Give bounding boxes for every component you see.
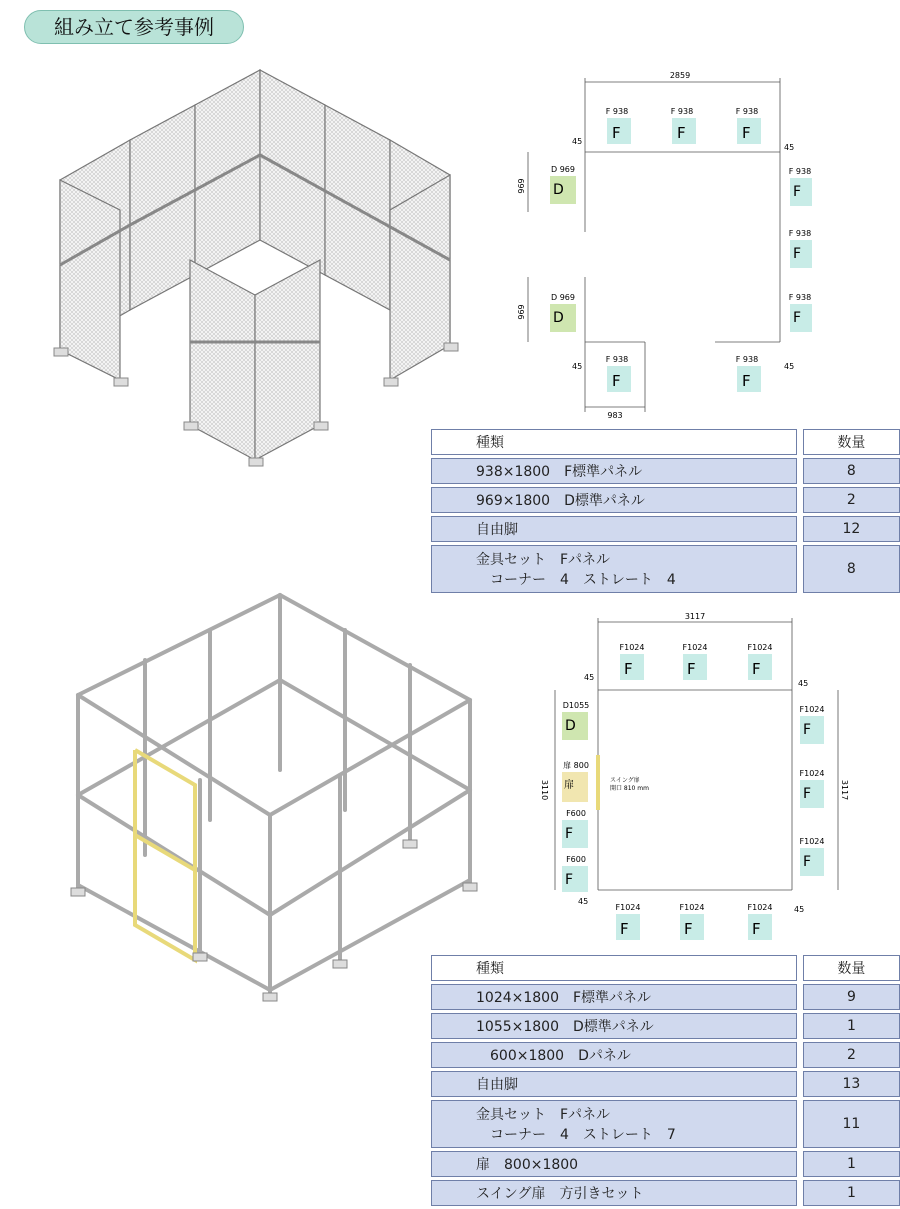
svg-text:F: F <box>742 372 751 390</box>
ex2-bottom-panel-2 <box>680 903 705 940</box>
svg-text:F 938: F 938 <box>605 107 629 116</box>
svg-text:F: F <box>565 826 574 842</box>
svg-text:D: D <box>553 182 564 198</box>
svg-text:扉: 扉 <box>564 780 574 791</box>
row-name: 969×1800 D標準パネル <box>431 487 797 513</box>
ex1-gap-3: 45 <box>572 362 583 371</box>
row-qty: 8 <box>803 458 900 484</box>
row-name: 600×1800 Dパネル <box>490 1048 631 1064</box>
row-qty: 13 <box>803 1071 900 1097</box>
row-qty: 9 <box>803 984 900 1010</box>
table-row <box>431 545 900 593</box>
svg-text:F1024: F1024 <box>799 837 825 846</box>
ex2-right-panel-3 <box>800 837 825 876</box>
ex1-bottom-panel-1 <box>606 355 631 392</box>
row-qty: 1 <box>803 1013 900 1039</box>
page-title: 組み立て参考事例 <box>24 10 244 44</box>
row-name: 1055×1800 D標準パネル <box>431 1013 797 1039</box>
ex1-overall-width: 2859 <box>669 71 691 80</box>
svg-text:D1055: D1055 <box>562 701 590 710</box>
svg-text:F: F <box>803 786 812 802</box>
ex2-gap-4: 45 <box>794 905 805 914</box>
svg-text:扉 800: 扉 800 <box>563 761 589 770</box>
svg-text:D: D <box>565 718 576 734</box>
row-name: 扉 800×1800 <box>431 1151 797 1177</box>
svg-text:F: F <box>612 124 621 142</box>
ex2-overall-width: 3117 <box>684 612 706 621</box>
row-name: 金具セット Fパネル <box>476 1107 611 1123</box>
svg-text:F 938: F 938 <box>605 355 629 364</box>
svg-text:F1024: F1024 <box>799 705 825 714</box>
table-row <box>431 516 900 542</box>
row-name: スイング扉 方引きセット <box>431 1180 797 1206</box>
ex2-door-note-1: スイング扉 <box>610 777 640 784</box>
table-row <box>431 1151 900 1177</box>
ex1-right-panel-3 <box>789 293 812 332</box>
svg-text:F600: F600 <box>566 809 586 818</box>
header-type: 種類 <box>431 955 797 981</box>
table-header-row <box>431 429 900 455</box>
table-header-row <box>431 955 900 981</box>
row-qty: 8 <box>803 545 900 593</box>
svg-text:F: F <box>803 722 812 738</box>
svg-text:F 938: F 938 <box>735 107 759 116</box>
ex1-top-panel-1 <box>606 107 631 144</box>
svg-text:F: F <box>752 920 761 938</box>
row-qty: 2 <box>803 1042 900 1068</box>
row-qty: 12 <box>803 516 900 542</box>
header-qty: 数量 <box>803 955 900 981</box>
table-row <box>431 984 900 1010</box>
table-row <box>431 1013 900 1039</box>
ex2-side-left: 3110 <box>540 779 549 801</box>
ex1-gap-2: 45 <box>784 143 795 152</box>
example2-plan-drawing <box>520 610 850 950</box>
svg-text:F: F <box>803 854 812 870</box>
ex1-side-height-2: 969 <box>517 304 526 320</box>
svg-text:F1024: F1024 <box>682 643 708 652</box>
table-row <box>431 1100 900 1148</box>
example2-parts-table <box>431 952 900 1209</box>
ex2-top-panel-2 <box>683 643 708 680</box>
ex1-left-panel-2 <box>550 293 576 332</box>
ex2-left-panel-d1055 <box>562 701 589 740</box>
table-row <box>431 1042 900 1068</box>
row-sub: コーナー 4 ストレート 4 <box>490 572 676 588</box>
ex2-left-panel-f600-2 <box>562 855 588 892</box>
svg-text:F: F <box>752 660 761 678</box>
svg-text:F 938: F 938 <box>788 167 812 176</box>
ex2-side-right: 3117 <box>840 779 849 801</box>
row-name: 938×1800 F標準パネル <box>431 458 797 484</box>
svg-text:F: F <box>565 872 574 888</box>
row-name: 自由脚 <box>431 1071 797 1097</box>
table-row <box>431 458 900 484</box>
row-name: 自由脚 <box>431 516 797 542</box>
svg-text:F1024: F1024 <box>747 643 773 652</box>
row-name: 1024×1800 F標準パネル <box>431 984 797 1010</box>
ex2-right-panel-1 <box>800 705 825 744</box>
example1-plan-drawing <box>517 71 820 422</box>
ex2-bottom-panel-3 <box>748 903 773 940</box>
ex2-gap-3: 45 <box>578 897 589 906</box>
ex1-bottom-panel-2 <box>736 355 761 392</box>
svg-text:F1024: F1024 <box>615 903 641 912</box>
ex2-gap-1: 45 <box>584 673 595 682</box>
svg-text:F1024: F1024 <box>679 903 705 912</box>
row-qty: 2 <box>803 487 900 513</box>
svg-text:F 938: F 938 <box>788 229 812 238</box>
row-name: 金具セット Fパネル <box>476 552 611 568</box>
ex2-top-panel-1 <box>620 643 645 680</box>
row-sub: コーナー 4 ストレート 7 <box>490 1127 676 1143</box>
svg-text:F: F <box>620 920 629 938</box>
ex2-bottom-panel-1 <box>616 903 641 940</box>
ex2-door-note-2: 開口 810 mm <box>610 785 649 792</box>
ex1-top-panel-3 <box>736 107 761 144</box>
row-qty: 1 <box>803 1180 900 1206</box>
table-row <box>431 487 900 513</box>
svg-text:F 938: F 938 <box>735 355 759 364</box>
ex1-top-panel-2 <box>671 107 696 144</box>
svg-text:D 969: D 969 <box>551 293 575 302</box>
svg-text:F: F <box>687 660 696 678</box>
svg-text:F600: F600 <box>566 855 586 864</box>
svg-text:F: F <box>793 184 802 200</box>
svg-text:F 938: F 938 <box>788 293 812 302</box>
svg-text:F: F <box>793 246 802 262</box>
svg-text:D 969: D 969 <box>551 165 575 174</box>
table-row <box>431 1180 900 1206</box>
ex2-left-panel-f600-1 <box>562 809 588 848</box>
svg-text:F1024: F1024 <box>747 903 773 912</box>
header-type: 種類 <box>431 429 797 455</box>
svg-text:F: F <box>742 124 751 142</box>
header-qty: 数量 <box>803 429 900 455</box>
svg-text:F: F <box>677 124 686 142</box>
ex2-left-panel-door <box>562 760 589 802</box>
svg-text:F 938: F 938 <box>670 107 694 116</box>
svg-text:D: D <box>553 310 564 326</box>
ex1-left-panel-1 <box>550 165 576 204</box>
ex1-gap-1: 45 <box>572 137 583 146</box>
svg-text:F1024: F1024 <box>619 643 645 652</box>
example2-isometric-drawing <box>60 585 490 1025</box>
svg-text:F: F <box>612 372 621 390</box>
ex2-right-panel-2 <box>800 769 825 808</box>
table-row <box>431 1071 900 1097</box>
svg-text:F: F <box>793 310 802 326</box>
ex1-right-panel-2 <box>789 229 812 268</box>
ex1-right-panel-1 <box>789 167 812 206</box>
svg-text:F: F <box>684 920 693 938</box>
row-qty: 11 <box>803 1100 900 1148</box>
ex1-bottom-width: 983 <box>607 411 623 420</box>
ex1-side-height-1: 969 <box>517 178 526 194</box>
example1-isometric-drawing <box>40 60 480 480</box>
example1-parts-table <box>431 426 900 596</box>
ex2-gap-2: 45 <box>798 679 809 688</box>
svg-text:F1024: F1024 <box>799 769 825 778</box>
row-qty: 1 <box>803 1151 900 1177</box>
ex1-gap-4: 45 <box>784 362 795 371</box>
svg-text:F: F <box>624 660 633 678</box>
ex2-top-panel-3 <box>748 643 773 680</box>
